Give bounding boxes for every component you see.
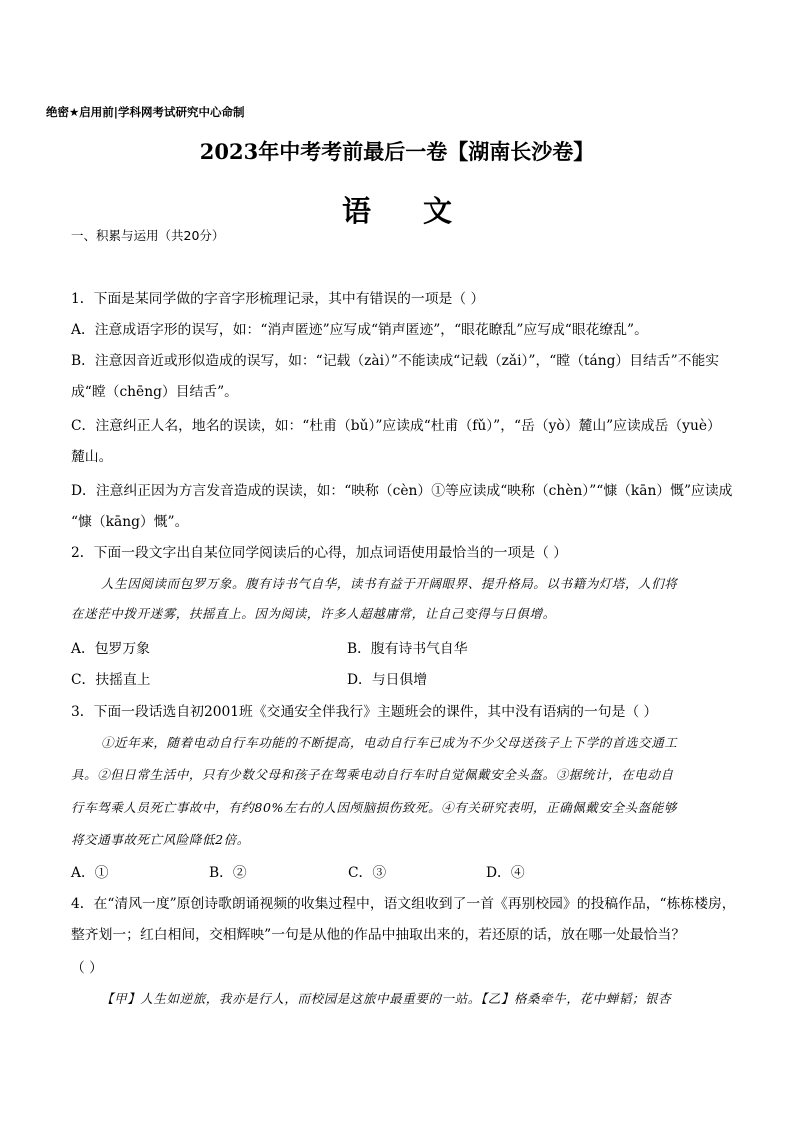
q1-option-d-line1: D．注意纠正因为方言发音造成的误读，如：“映称（cèn）①等应读成“映称（chèn）”“慷（kān）慨”应读成 xyxy=(71,483,733,499)
q2-stem: 2．下面一段文字出自某位同学阅读后的心得，加点词语使用最恰当的一项是（ ） xyxy=(71,545,568,561)
q4-stem-line1: 4．在“清风一度”原创诗歌朗诵视频的收集过程中，语文组收到了一首《再别校园》的投稿作品，“栋栋楼房， xyxy=(71,896,736,912)
q3-passage-line1: ①近年来，随着电动自行车功能的不断提高，电动自行车已成为不少父母送孩子上下学的首选交通工 xyxy=(101,735,678,750)
q1-option-a: A．注意成语字形的误写，如：“消声匿迹”应写成“销声匿迹”，“眼花瞭乱”应写成“眼花缭乱”。 xyxy=(71,322,648,338)
subject-title: 语文 xyxy=(341,194,504,228)
q1-stem: 1．下面是某同学做的字音字形梳理记录，其中有错误的一项是（ ） xyxy=(71,291,485,307)
q2-option-c: C．扶摇直上 xyxy=(71,672,151,688)
q4-stem-line3: （ ） xyxy=(71,960,103,976)
q2-passage-line2: 在迷茫中拨开迷雾，扶摇直上。因为阅读，许多人超越庸常，让自己变得与日俱增。 xyxy=(71,606,556,621)
q3-option-a: A．① xyxy=(71,865,109,881)
q3-passage-line2: 具。②但日常生活中，只有少数父母和孩子在驾乘电动自行车时自觉佩戴安全头盔。③据统计，在电动自 xyxy=(71,767,674,782)
q3-stem: 3．下面一段话选自初2001班《交通安全伴我行》主题班会的课件，其中没有语病的一句是（ ） xyxy=(71,704,658,720)
q2-passage-line1: 人生因阅读而包罗万象。腹有诗书气自华，读书有益于开阔眼界、提升格局。以书籍为灯塔，人们将 xyxy=(101,576,678,591)
q3-passage-line3: 行车驾乘人员死亡事故中，有约80%左右的人因颅脑损伤致死。④有关研究表明，正确佩戴安全头盔能够 xyxy=(71,800,677,815)
q2-option-d: D．与日俱增 xyxy=(347,672,428,688)
q3-passage-line4: 将交通事故死亡风险降低2倍。 xyxy=(71,832,250,847)
q1-option-b-line2: 成“瞠（chēng）目结舌”。 xyxy=(71,384,238,400)
q1-option-b-line1: B．注意因音近或形似造成的误写，如：“记载（zài）”不能读成“记载（zǎi）”，“瞠（táng）目结舌”不能实 xyxy=(71,353,720,369)
q3-option-c: C．③ xyxy=(348,865,387,881)
q3-option-b: B．② xyxy=(209,865,247,881)
section-heading: 一、积累与运用（共20分） xyxy=(71,228,225,243)
confidential-header: 绝密★启用前|学科网考试研究中心命制 xyxy=(46,105,245,119)
q2-option-b: B．腹有诗书气自华 xyxy=(347,641,468,657)
q4-stem-line2: 整齐划一；红白相间，交相辉映”一句是从他的作品中抽取出来的，若还原的话，放在哪一处最恰当？ xyxy=(71,927,686,943)
q3-option-d: D．④ xyxy=(486,865,525,881)
q1-option-c-line2: 麓山。 xyxy=(71,449,113,465)
q1-option-d-line2: “慷（kāng）慨”。 xyxy=(71,514,189,530)
q4-passage-line1: 【甲】人生如逆旅，我亦是行人，而校园是这旅中最重要的一站。【乙】格桑牵牛，花中蝉韬；银杏 xyxy=(101,991,672,1006)
q2-option-a: A．包罗万象 xyxy=(71,641,150,657)
q1-option-c-line1: C．注意纠正人名，地名的误读，如：“杜甫（bǔ）”应读成“杜甫（fǔ）”，“岳（yò）麓山”应读成岳（yuè） xyxy=(71,418,721,434)
exam-title: 2023年中考考前最后一卷【湖南长沙卷】 xyxy=(199,139,595,164)
